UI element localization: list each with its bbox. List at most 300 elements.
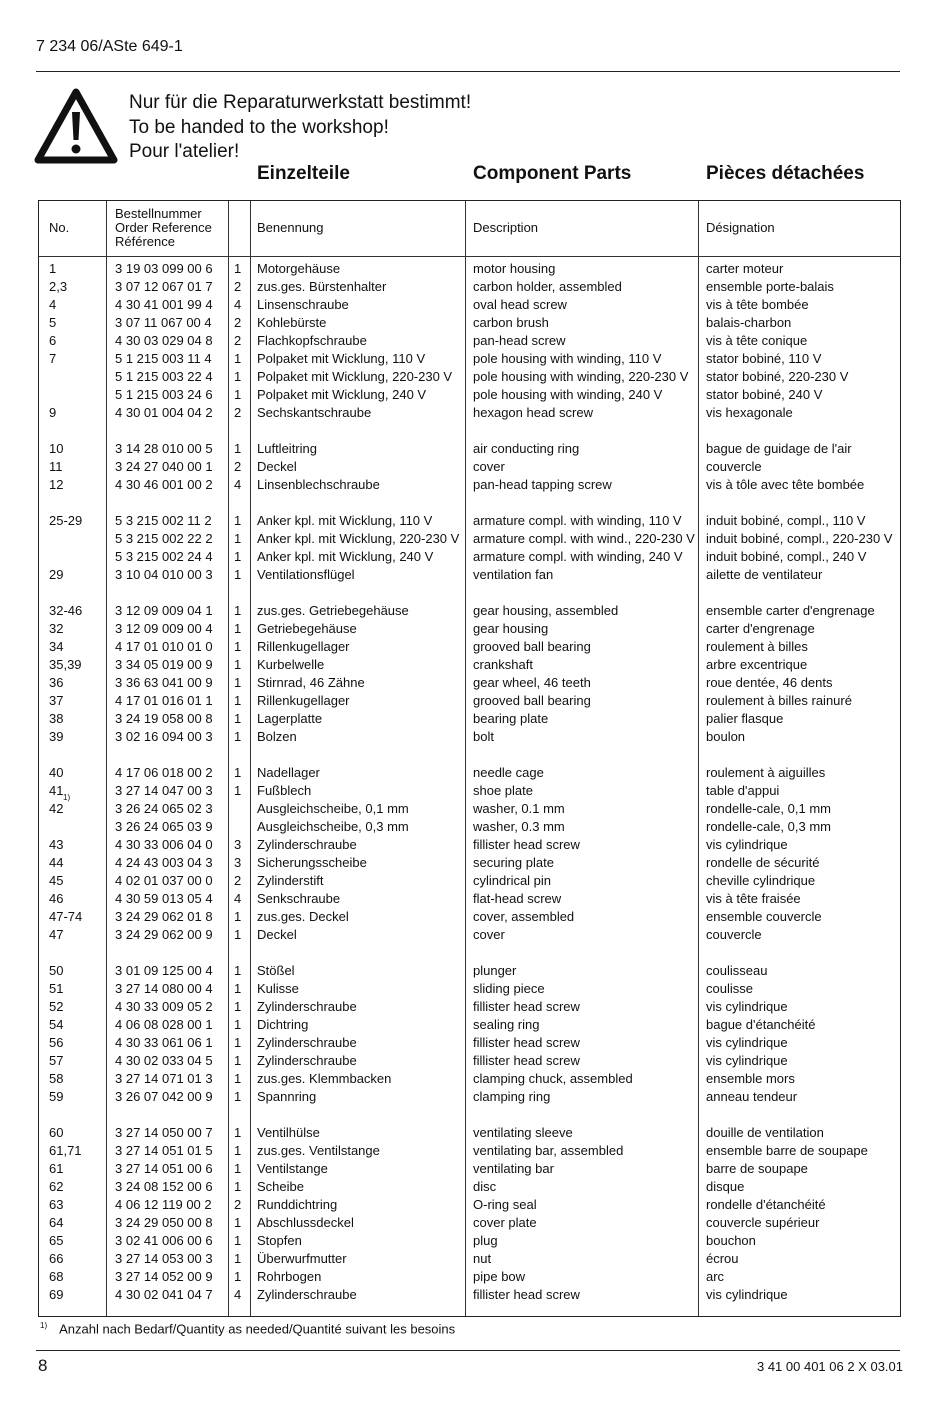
quantity: 1 [234, 621, 242, 636]
name-de: Stößel [257, 963, 295, 978]
designation-fr: ailette de ventilateur [706, 567, 823, 582]
designation-fr: palier flasque [706, 711, 784, 726]
table-row [39, 350, 900, 368]
description-en: fillister head screw [473, 1053, 580, 1068]
description-en: nut [473, 1251, 492, 1266]
designation-fr: roue dentée, 46 dents [706, 675, 833, 690]
table-row [39, 620, 900, 638]
description-en: armature compl. with wind., 220-230 V [473, 531, 695, 546]
table-row [39, 1034, 900, 1052]
name-de: Kurbelwelle [257, 657, 325, 672]
description-en: pole housing with winding, 110 V [473, 351, 662, 366]
table-row [39, 1016, 900, 1034]
designation-fr: roulement à billes [706, 639, 808, 654]
footnote-text: Anzahl nach Bedarf/Quantity as needed/Quantité suivant les besoins [59, 1321, 456, 1337]
name-de: Fußblech [257, 783, 312, 798]
table-row [39, 404, 900, 422]
name-de: Ausgleichscheibe, 0,1 mm [257, 801, 409, 816]
name-de: Anker kpl. mit Wicklung, 110 V [257, 513, 433, 528]
part-number: 4 [49, 297, 57, 312]
title-de: Einzelteile [257, 163, 350, 184]
order-reference: 3 12 09 009 00 4 [115, 621, 213, 636]
description-en: pole housing with winding, 220-230 V [473, 369, 689, 384]
warning-triangle-icon [34, 88, 118, 164]
quantity: 4 [234, 1287, 242, 1302]
designation-fr: disque [706, 1179, 745, 1194]
quantity: 1 [234, 1071, 242, 1086]
quantity: 2 [234, 279, 242, 294]
quantity: 1 [234, 765, 242, 780]
order-reference: 4 17 01 010 01 0 [115, 639, 213, 654]
order-reference: 3 19 03 099 00 6 [115, 261, 213, 276]
description-en: motor housing [473, 261, 556, 276]
designation-fr: vis cylindrique [706, 1053, 788, 1068]
name-de: Scheibe [257, 1179, 304, 1194]
part-number: 52 [49, 999, 64, 1014]
quantity: 1 [234, 1143, 242, 1158]
order-reference: 3 27 14 052 00 9 [115, 1269, 213, 1284]
part-number: 34 [49, 639, 64, 654]
name-de: Nadellager [257, 765, 320, 780]
designation-fr: arc [706, 1269, 725, 1284]
quantity: 1 [234, 1017, 242, 1032]
designation-fr: ensemble mors [706, 1071, 795, 1086]
description-en: grooved ball bearing [473, 639, 591, 654]
name-de: Zylinderstift [257, 873, 324, 888]
designation-fr: coulisse [706, 981, 753, 996]
order-reference: 4 30 02 033 04 5 [115, 1053, 213, 1068]
col-header-no: No. [49, 220, 70, 235]
quantity: 1 [234, 1269, 242, 1284]
table-row [39, 1052, 900, 1070]
name-de: Ventilhülse [257, 1125, 320, 1140]
designation-fr: stator bobiné, 110 V [706, 351, 822, 366]
description-en: fillister head screw [473, 1035, 580, 1050]
description-en: cylindrical pin [473, 873, 552, 888]
order-reference: 4 30 03 029 04 8 [115, 333, 213, 348]
table-row [39, 1250, 900, 1268]
parts-rows [39, 260, 900, 1304]
order-reference: 3 12 09 009 04 1 [115, 603, 213, 618]
name-de: Motorgehäuse [257, 261, 341, 276]
quantity: 1 [234, 441, 242, 456]
name-de: Sechskantschraube [257, 405, 372, 420]
description-en: ventilating bar, assembled [473, 1143, 624, 1158]
warning-line-en: To be handed to the workshop! [129, 116, 389, 138]
quantity: 1 [234, 261, 242, 276]
table-row [39, 458, 900, 476]
designation-fr: roulement à billes rainuré [706, 693, 852, 708]
description-en: fillister head screw [473, 837, 580, 852]
name-de: Flachkopfschraube [257, 333, 367, 348]
name-de: Spannring [257, 1089, 317, 1104]
name-de: Runddichtring [257, 1197, 338, 1212]
table-row [39, 674, 900, 692]
description-en: clamping chuck, assembled [473, 1071, 633, 1086]
quantity: 1 [234, 927, 242, 942]
col-header-de: Benennung [257, 220, 324, 235]
description-en: pan-head tapping screw [473, 477, 612, 492]
order-reference: 4 30 46 001 00 2 [115, 477, 213, 492]
table-row [39, 764, 900, 782]
part-number: 59 [49, 1089, 64, 1104]
quantity: 1 [234, 603, 242, 618]
part-number: 6 [49, 333, 57, 348]
table-row [39, 1232, 900, 1250]
warning-line-de: Nur für die Reparaturwerkstatt bestimmt! [129, 92, 472, 113]
order-reference: 3 27 14 080 00 4 [115, 981, 213, 996]
order-reference: 3 27 14 050 00 7 [115, 1125, 213, 1140]
table-row [39, 440, 900, 458]
part-number: 11 [49, 459, 63, 474]
quantity: 1 [234, 369, 242, 384]
quantity: 1 [234, 567, 242, 582]
part-number: 2,3 [49, 279, 68, 294]
table-row [39, 386, 900, 404]
table-row [39, 512, 900, 530]
designation-fr: barre de soupape [706, 1161, 808, 1176]
quantity: 1 [234, 1251, 242, 1266]
name-de: Überwurfmutter [257, 1251, 347, 1266]
order-reference: 3 14 28 010 00 5 [115, 441, 213, 456]
quantity: 4 [234, 891, 242, 906]
order-reference: 3 10 04 010 00 3 [115, 567, 213, 582]
description-en: O-ring seal [473, 1197, 537, 1212]
description-en: carbon holder, assembled [473, 279, 622, 294]
quantity: 1 [234, 675, 242, 690]
name-de: Zylinderschraube [257, 999, 357, 1014]
designation-fr: vis à tête fraisée [706, 891, 801, 906]
quantity: 1 [234, 999, 242, 1014]
quantity: 2 [234, 873, 242, 888]
quantity: 4 [234, 297, 242, 312]
name-de: Zylinderschraube [257, 1035, 357, 1050]
order-reference: 3 27 14 051 01 5 [115, 1143, 213, 1158]
order-reference: 3 07 11 067 00 4 [115, 315, 212, 330]
description-en: ventilating sleeve [473, 1125, 573, 1140]
table-row [39, 260, 900, 278]
quantity: 1 [234, 1179, 242, 1194]
order-reference: 3 27 14 047 00 3 [115, 783, 213, 798]
table-row [39, 872, 900, 890]
name-de: Kulisse [257, 981, 299, 996]
table-row [39, 278, 900, 296]
designation-fr: carter moteur [706, 261, 784, 276]
part-number: 46 [49, 891, 64, 906]
bottom-divider [36, 1350, 900, 1351]
quantity: 3 [234, 855, 242, 870]
designation-fr: carter d'engrenage [706, 621, 815, 636]
designation-fr: vis cylindrique [706, 837, 788, 852]
designation-fr: stator bobiné, 240 V [706, 387, 823, 402]
designation-fr: coulisseau [706, 963, 768, 978]
order-reference: 3 26 07 042 00 9 [115, 1089, 213, 1104]
description-en: air conducting ring [473, 441, 580, 456]
designation-fr: couvercle supérieur [706, 1215, 820, 1230]
table-row [39, 1142, 900, 1160]
document-id: 7 234 06/ASte 649-1 [36, 38, 183, 55]
order-reference: 4 06 12 119 00 2 [115, 1197, 212, 1212]
order-reference: 5 1 215 003 11 4 [115, 351, 212, 366]
part-number: 40 [49, 765, 64, 780]
footnote [40, 1321, 455, 1336]
description-en: grooved ball bearing [473, 693, 591, 708]
name-de: Polpaket mit Wicklung, 220-230 V [257, 369, 453, 384]
table-row [39, 926, 900, 944]
part-number: 63 [49, 1197, 64, 1212]
order-reference: 5 3 215 002 24 4 [115, 549, 213, 564]
part-number: 43 [49, 837, 64, 852]
designation-fr: bague d'étanchéité [706, 1017, 816, 1032]
name-de: Rillenkugellager [257, 639, 350, 654]
order-reference: 3 01 09 125 00 4 [115, 963, 213, 978]
name-de: Ventilationsflügel [257, 567, 355, 582]
table-row [39, 548, 900, 566]
name-de: zus.ges. Ventilstange [257, 1143, 380, 1158]
col-header-fr: Désignation [706, 220, 775, 235]
order-reference: 4 24 43 003 04 3 [115, 855, 213, 870]
description-en: ventilation fan [473, 567, 554, 582]
description-en: disc [473, 1179, 497, 1194]
part-number: 50 [49, 963, 64, 978]
footnote-mark: 1) [40, 1321, 48, 1330]
designation-fr: balais-charbon [706, 315, 792, 330]
designation-fr: anneau tendeur [706, 1089, 798, 1104]
table-row [39, 836, 900, 854]
name-de: Zylinderschraube [257, 1287, 357, 1302]
part-number: 45 [49, 873, 64, 888]
order-reference: 3 24 19 058 00 8 [115, 711, 213, 726]
col-header-ref [115, 207, 212, 249]
part-number: 9 [49, 405, 57, 420]
quantity: 1 [234, 639, 242, 654]
part-number: 12 [49, 477, 64, 492]
quantity: 2 [234, 333, 242, 348]
table-row [39, 566, 900, 584]
order-reference: 4 30 59 013 05 4 [115, 891, 213, 906]
description-en: hexagon head screw [473, 405, 593, 420]
name-de: Deckel [257, 459, 297, 474]
order-reference: 4 30 33 009 05 2 [115, 999, 213, 1014]
name-de: Stirnrad, 46 Zähne [257, 675, 365, 690]
col-header-ref-en: Order Reference [115, 220, 212, 235]
designation-fr: écrou [706, 1251, 739, 1266]
quantity: 1 [234, 1233, 242, 1248]
order-reference: 4 17 01 016 01 1 [115, 693, 213, 708]
order-reference: 4 30 33 061 06 1 [115, 1035, 213, 1050]
name-de: Abschlussdeckel [257, 1215, 354, 1230]
order-reference: 3 26 24 065 02 3 [115, 801, 213, 816]
name-de: Deckel [257, 927, 297, 942]
order-reference: 3 36 63 041 00 9 [115, 675, 213, 690]
designation-fr: vis cylindrique [706, 999, 788, 1014]
order-reference: 3 26 24 065 03 9 [115, 819, 213, 834]
table-row [39, 1214, 900, 1232]
table-row [39, 1088, 900, 1106]
name-de: Ventilstange [257, 1161, 328, 1176]
table-row [39, 1286, 900, 1304]
designation-fr: bouchon [706, 1233, 756, 1248]
description-en: clamping ring [473, 1089, 551, 1104]
name-de: Zylinderschraube [257, 1053, 357, 1068]
quantity: 1 [234, 1053, 242, 1068]
name-de: zus.ges. Deckel [257, 909, 349, 924]
designation-fr: douille de ventilation [706, 1125, 824, 1140]
designation-fr: cheville cylindrique [706, 873, 816, 888]
title-en: Component Parts [473, 163, 632, 184]
description-en: fillister head screw [473, 1287, 580, 1302]
col-header-ref-fr: Référence [115, 234, 175, 249]
table-row [39, 602, 900, 620]
quantity: 1 [234, 351, 242, 366]
designation-fr: rondelle-cale, 0,1 mm [706, 801, 831, 816]
order-reference: 3 24 29 050 00 8 [115, 1215, 213, 1230]
name-de: Dichtring [257, 1017, 309, 1032]
table-row [39, 692, 900, 710]
designation-fr: vis cylindrique [706, 1287, 788, 1302]
name-de: Anker kpl. mit Wicklung, 240 V [257, 549, 434, 564]
order-reference: 5 1 215 003 22 4 [115, 369, 213, 384]
order-reference: 3 02 16 094 00 3 [115, 729, 213, 744]
part-number: 32-46 [49, 603, 83, 618]
quantity: 1 [234, 981, 242, 996]
order-reference: 3 07 12 067 01 7 [115, 279, 213, 294]
part-number: 29 [49, 567, 64, 582]
name-de: Senkschraube [257, 891, 341, 906]
name-de: Rohrbogen [257, 1269, 322, 1284]
description-en: bolt [473, 729, 494, 744]
description-en: washer, 0.1 mm [473, 801, 565, 816]
part-number: 32 [49, 621, 64, 636]
order-reference: 3 24 29 062 00 9 [115, 927, 213, 942]
quantity: 1 [234, 549, 242, 564]
description-en: cover, assembled [473, 909, 575, 924]
description-en: gear wheel, 46 teeth [473, 675, 591, 690]
header-divider [39, 256, 900, 257]
table-row [39, 1124, 900, 1142]
table-row [39, 332, 900, 350]
designation-fr: roulement à aiguilles [706, 765, 826, 780]
quantity: 1 [234, 657, 242, 672]
description-en: shoe plate [473, 783, 533, 798]
name-de: Zylinderschraube [257, 837, 357, 852]
designation-fr: ensemble porte-balais [706, 279, 834, 294]
part-number: 25-29 [49, 513, 83, 528]
designation-fr: ensemble carter d'engrenage [706, 603, 875, 618]
part-number: 10 [49, 441, 64, 456]
designation-fr: rondelle de sécurité [706, 855, 820, 870]
name-de: Anker kpl. mit Wicklung, 220-230 V [257, 531, 460, 546]
part-number: 47-74 [49, 909, 83, 924]
quantity: 1 [234, 1161, 242, 1176]
order-reference: 3 24 08 152 00 6 [115, 1179, 213, 1194]
order-reference: 4 30 41 001 99 4 [115, 297, 213, 312]
col-header-en: Description [473, 220, 539, 235]
part-number: 69 [49, 1287, 64, 1302]
part-number: 7 [49, 351, 57, 366]
name-de: Bolzen [257, 729, 297, 744]
description-en: cover [473, 927, 505, 942]
part-number: 36 [49, 675, 64, 690]
name-de: Getriebegehäuse [257, 621, 357, 636]
part-number: 37 [49, 693, 64, 708]
table-row [39, 1178, 900, 1196]
description-en: crankshaft [473, 657, 533, 672]
part-number: 35,39 [49, 657, 82, 672]
description-en: pipe bow [473, 1269, 526, 1284]
quantity: 1 [234, 531, 242, 546]
table-row [39, 1196, 900, 1214]
order-reference: 3 34 05 019 00 9 [115, 657, 213, 672]
parts-table [38, 200, 901, 1317]
quantity: 1 [234, 1035, 242, 1050]
table-row [39, 1160, 900, 1178]
table-row [39, 818, 900, 836]
designation-fr: vis cylindrique [706, 1035, 788, 1050]
order-reference: 3 27 14 051 00 6 [115, 1161, 213, 1176]
table-row [39, 638, 900, 656]
quantity: 1 [234, 1215, 242, 1230]
name-de: Kohlebürste [257, 315, 327, 330]
part-number: 68 [49, 1269, 64, 1284]
col-header-ref-de: Bestellnummer [115, 206, 202, 221]
part-number: 51 [49, 981, 64, 996]
description-en: bearing plate [473, 711, 549, 726]
name-de: Linsenschraube [257, 297, 349, 312]
order-reference: 4 30 01 004 04 2 [115, 405, 213, 420]
quantity: 2 [234, 405, 242, 420]
designation-fr: induit bobiné, compl., 220-230 V [706, 531, 893, 546]
quantity: 1 [234, 783, 242, 798]
designation-fr: vis à tôle avec tête bombée [706, 477, 865, 492]
order-reference: 5 3 215 002 22 2 [115, 531, 213, 546]
description-en: cover plate [473, 1215, 537, 1230]
name-de: Linsenblechschraube [257, 477, 380, 492]
designation-fr: vis à tête conique [706, 333, 808, 348]
designation-fr: arbre excentrique [706, 657, 808, 672]
name-de: Stopfen [257, 1233, 302, 1248]
designation-fr: induit bobiné, compl., 110 V [706, 513, 866, 528]
description-en: fillister head screw [473, 999, 580, 1014]
table-row [39, 314, 900, 332]
quantity: 1 [234, 963, 242, 978]
table-row [39, 1268, 900, 1286]
table-row [39, 854, 900, 872]
quantity: 2 [234, 1197, 242, 1212]
part-number: 54 [49, 1017, 64, 1032]
table-row [39, 908, 900, 926]
description-en: needle cage [473, 765, 544, 780]
workshop-warning [129, 91, 471, 165]
order-reference: 4 02 01 037 00 0 [115, 873, 213, 888]
description-en: pole housing with winding, 240 V [473, 387, 663, 402]
description-en: carbon brush [473, 315, 549, 330]
quantity: 2 [234, 459, 242, 474]
part-number: 61 [49, 1161, 64, 1176]
part-number: 1 [49, 261, 57, 276]
order-reference: 3 27 14 071 01 3 [115, 1071, 213, 1086]
quantity: 3 [234, 837, 242, 852]
description-en: gear housing [473, 621, 549, 636]
description-en: cover [473, 459, 505, 474]
description-en: washer, 0.3 mm [473, 819, 565, 834]
table-row [39, 476, 900, 494]
description-en: securing plate [473, 855, 554, 870]
part-number: 64 [49, 1215, 64, 1230]
part-number: 58 [49, 1071, 64, 1086]
designation-fr: rondelle-cale, 0,3 mm [706, 819, 831, 834]
table-row [39, 782, 900, 800]
